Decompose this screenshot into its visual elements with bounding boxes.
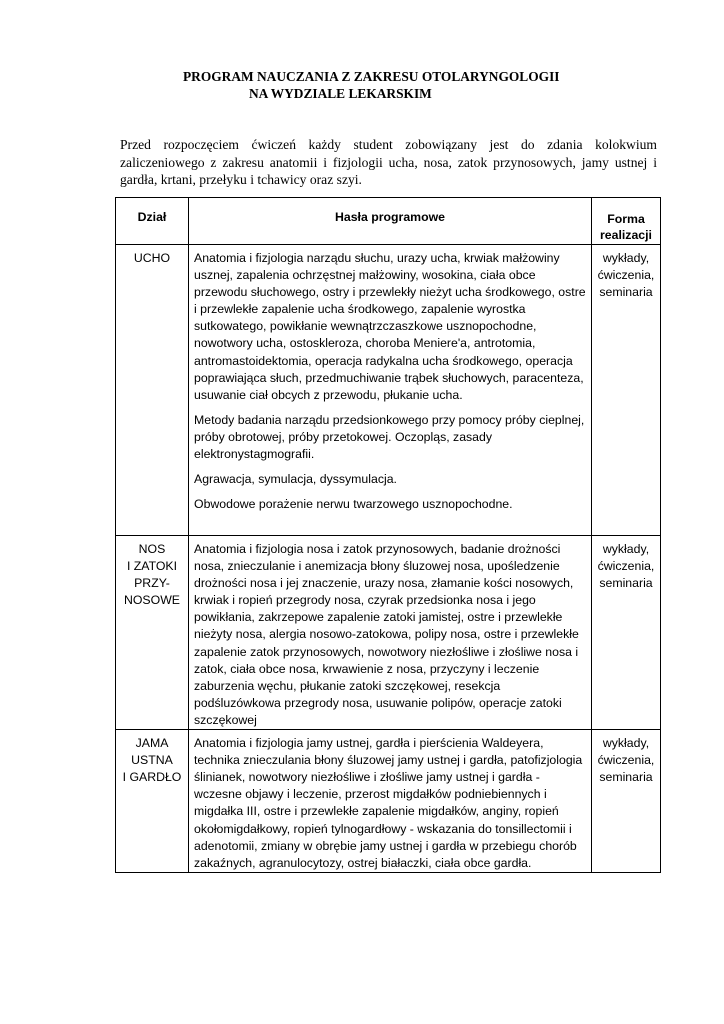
topic-paragraph: Agrawacja, symulacja, dyssymulacja.: [194, 472, 397, 487]
form-line: wykłady,: [602, 736, 650, 751]
intro-paragraph: Przed rozpoczęciem ćwiczeń każdy student zobowiązany jest do zdania kolokwium zaliczeniowego z zakresu anatomii i fizjologii ucha, nosa, zatok przynosowych, jamy ustnej i gardła, krtani, przełyku i tchawicy oraz szyi.: [120, 137, 657, 187]
form-line: ćwiczenia,: [597, 753, 655, 768]
header-form-line2: realizacji: [600, 228, 652, 242]
topic-paragraph: Metody badania narządu przedsionkowego przy pomocy próby cieplnej, próby obrotowej, próby przetokowej. Oczopląs, zasady elektronystagmografii.: [194, 412, 585, 462]
header-topics: Hasła programowe: [189, 198, 592, 245]
section-name-line: JAMA: [135, 736, 169, 751]
section-name-cell: [116, 730, 189, 873]
table-row: [116, 245, 661, 536]
form-cell: [592, 245, 661, 536]
form-line: seminaria: [599, 285, 653, 299]
table-header-row: [116, 198, 661, 245]
section-name-line: PRZY-: [134, 576, 170, 590]
form-line: wykłady,: [602, 251, 650, 265]
section-name-line: USTNA: [131, 753, 173, 768]
section-name: UCHO: [133, 251, 171, 265]
topic-paragraph: Anatomia i fizjologia jamy ustnej, gardła i pierścienia Waldeyera, technika znieczulania błony śluzowej jamy ustnej i gardła, patofizjologia ślinianek, nowotwory niezłośliwe i złośliwe jamy ustnej i gardła - wczesne objawy i leczenie, przerost migdałków podniebiennych i migdałka III, ostre i przewlekłe zapalenie migdałków, anginy, ropień okołomigdałkowy, ropień tylnogardłowy - wskazania do tonsillectomii i adenotomii, zmiany w obrębie jamy ustnej i gardła w przebiegu chorób zakaźnych, agranulocytozy, ostrej białaczki, ciała obce gardła.: [194, 736, 583, 870]
topic-paragraph: Obwodowe porażenie nerwu twarzowego usznopochodne.: [194, 497, 513, 512]
topic-paragraph: Anatomia i fizjologia narządu słuchu, urazy ucha, krwiak małżowiny usznej, zapalenia ochrzęstnej małżowiny, wosokina, ciała obce przewodu słuchowego, ostry i przewlekły nieżyt ucha środkowego, ostre i przewlekłe zapalenie ucha środkowego, zapalenie wyrostka sutkowatego, powikłanie wewnątrzczaszkowe usznopochodne, nowotwory ucha, ostoskleroza, choroba Meniere'a, antrotomia, antromastoidektomia, operacja radykalna ucha środkowego, operacja poprawiająca słuch, przedmuchiwanie trąbek słuchowych, paracenteza, usuwanie ciał obcych z przewodu, płukanie ucha.: [194, 251, 586, 402]
form-line: ćwiczenia,: [597, 268, 655, 282]
title-line-2: NA WYDZIALE LEKARSKIM: [249, 86, 432, 101]
table-row: [116, 730, 661, 873]
form-line: seminaria: [599, 576, 653, 590]
section-name-cell: [116, 536, 189, 730]
section-name-cell: [116, 245, 189, 536]
form-cell: [592, 730, 661, 873]
section-name-line: NOSOWE: [123, 593, 181, 607]
header-form: [592, 198, 661, 245]
curriculum-table: [115, 197, 661, 873]
section-name-line: I ZATOKI: [126, 559, 178, 573]
form-line: seminaria: [599, 770, 653, 785]
header-form-line1: Forma: [607, 212, 645, 226]
form-line: ćwiczenia,: [597, 559, 655, 573]
topics-cell: [189, 536, 592, 730]
topics-cell: [189, 730, 592, 873]
topic-paragraph: Anatomia i fizjologia nosa i zatok przynosowych, badanie drożności nosa, znieczulanie i anemizacja błony śluzowej nosa, upośledzenie drożności nosa i jej znaczenie, urazy nosa, złamanie kości nosowych, krwiak i ropień przegrody nosa, czyrak przedsionka nosa i jego powikłania, zakrzepowe zapalenie zatoki jamistej, ostre i przewlekłe nieżyty nosa, alergia nosowo-zatokowa, polipy nosa, ostre i przewlekłe zapalenie zatok przynosowych, nowotwory niezłośliwe i złośliwe nosa i zatok, ciała obce nosa, krwawienie z nosa, przyczyny i leczenie zaburzenia węchu, płukanie zatoki szczękowej, resekcja podśluzówkowa przegrody nosa, usuwanie polipów, operacje zatoki szczękowej: [194, 542, 579, 727]
topics-cell: [189, 245, 592, 536]
title-line-1: PROGRAM NAUCZANIA Z ZAKRESU OTOLARYNGOLOGII: [183, 69, 560, 84]
form-line: wykłady,: [602, 542, 650, 556]
header-section: Dział: [116, 198, 189, 245]
section-name-line: I GARDŁO: [122, 770, 182, 785]
table-row: [116, 536, 661, 730]
form-cell: [592, 536, 661, 730]
section-name-line: NOS: [138, 542, 166, 556]
document-title: [183, 68, 560, 102]
